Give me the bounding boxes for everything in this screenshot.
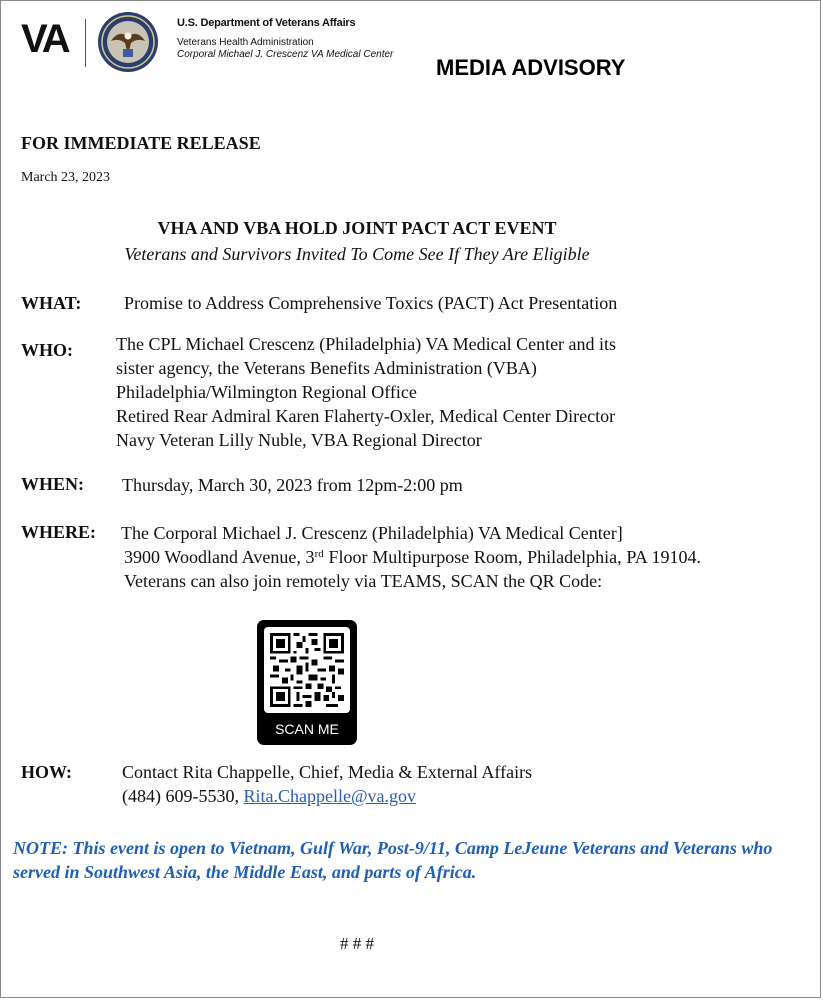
how-contact: Contact Rita Chappelle, Chief, Media & External Affairs bbox=[122, 762, 533, 782]
qr-code-pattern bbox=[264, 627, 350, 713]
what-label: WHAT: bbox=[21, 293, 82, 313]
how-text bbox=[122, 760, 532, 808]
contact-email-link[interactable]: Rita.Chappelle@va.gov bbox=[243, 786, 417, 806]
logo-divider bbox=[85, 19, 86, 67]
department-name: U.S. Department of Veterans Affairs bbox=[177, 17, 356, 29]
where-address-start: 3900 Woodland Avenue, 3 bbox=[124, 547, 315, 567]
headline-subtitle: Veterans and Survivors Invited To Come See If They Are Eligible bbox=[124, 244, 590, 264]
who-line: Navy Veteran Lilly Nuble, VBA Regional Director bbox=[116, 430, 482, 450]
who-line: sister agency, the Veterans Benefits Administration (VBA) bbox=[116, 358, 537, 378]
when-text: Thursday, March 30, 2023 from 12pm-2:00 pm bbox=[122, 475, 463, 495]
end-mark: # # # bbox=[340, 934, 374, 953]
eligibility-note: NOTE: This event is open to Vietnam, Gulf War, Post-9/11, Camp LeJeune Veterans and Veterans who served in Southwest Asia, the Middle East, and parts of Africa. bbox=[13, 838, 773, 882]
who-line: The CPL Michael Crescenz (Philadelphia) VA Medical Center and its bbox=[116, 334, 617, 354]
what-text: Promise to Address Comprehensive Toxics (PACT) Act Presentation bbox=[124, 293, 618, 313]
where-address-end: Floor Multipurpose Room, Philadelphia, PA 19104. Veterans can also join remotely via TEAMS, SCAN the QR Code: bbox=[124, 547, 701, 591]
who-text bbox=[116, 332, 616, 452]
how-contact-details bbox=[122, 784, 532, 808]
where-address bbox=[121, 545, 701, 593]
administration-name: Veterans Health Administration bbox=[177, 37, 314, 48]
va-logo: VA bbox=[21, 17, 68, 61]
who-line: Retired Rear Admiral Karen Flaherty-Oxler, Medical Center Director bbox=[116, 406, 616, 426]
medical-center-name: Corporal Michael J. Crescenz VA Medical Center bbox=[177, 49, 394, 60]
release-label: FOR IMMEDIATE RELEASE bbox=[21, 133, 261, 153]
how-phone: (484) 609-5530, bbox=[122, 786, 244, 806]
who-line: Philadelphia/Wilmington Regional Office bbox=[116, 382, 417, 402]
qr-code[interactable] bbox=[257, 620, 357, 745]
release-date: March 23, 2023 bbox=[21, 170, 111, 185]
where-label: WHERE: bbox=[21, 522, 97, 542]
who-label: WHO: bbox=[21, 340, 73, 360]
va-seal-icon bbox=[97, 11, 159, 73]
when-label: WHEN: bbox=[21, 474, 84, 494]
where-text bbox=[121, 521, 701, 593]
headline-title: VHA AND VBA HOLD JOINT PACT ACT EVENT bbox=[157, 218, 557, 238]
floor-ordinal: rd bbox=[314, 548, 324, 560]
where-venue: The Corporal Michael J. Crescenz (Philadelphia) VA Medical Center] bbox=[121, 523, 623, 543]
document-type-title: MEDIA ADVISORY bbox=[436, 55, 626, 80]
how-label: HOW: bbox=[21, 762, 73, 782]
agency-block bbox=[177, 17, 393, 60]
qr-caption: SCAN ME bbox=[275, 721, 339, 737]
